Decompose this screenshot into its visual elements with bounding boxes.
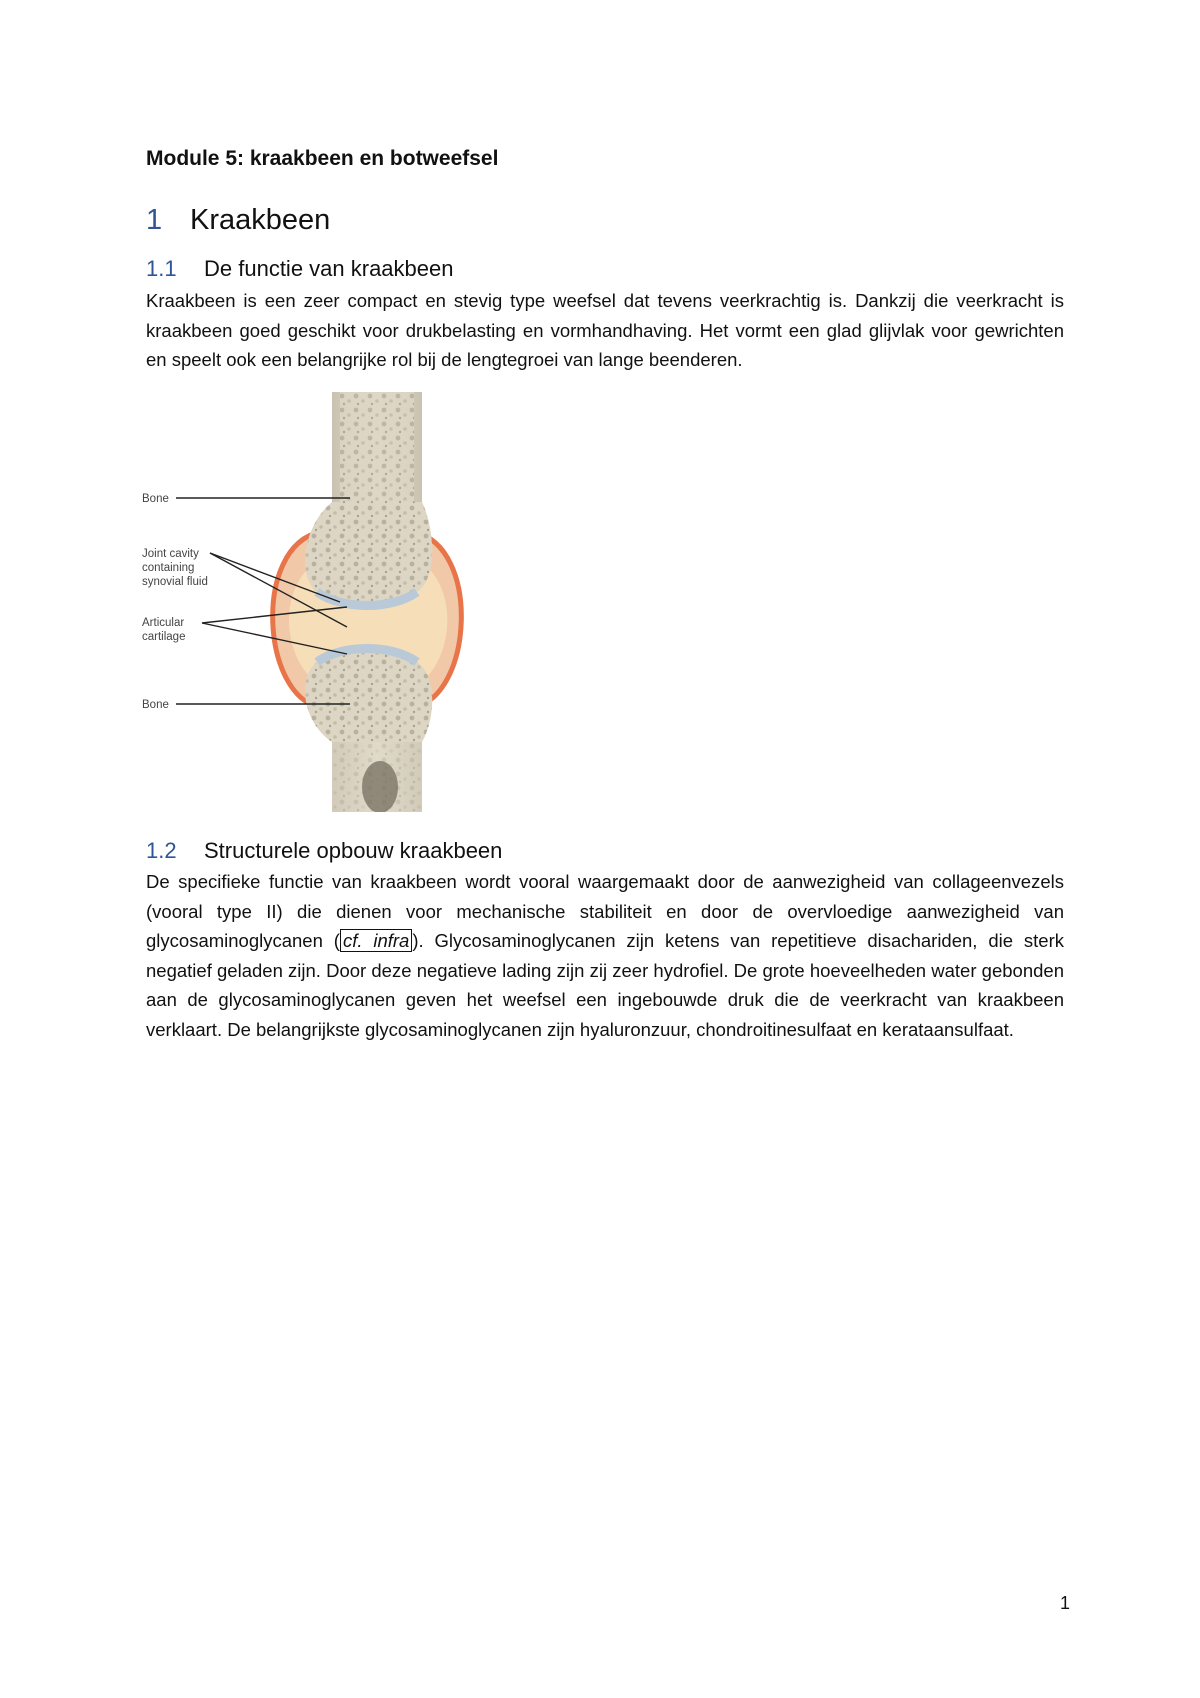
section-1-number: 1 <box>146 204 163 236</box>
page-number: 1 <box>1060 1593 1071 1613</box>
section-1-1-title: De functie van kraakbeen <box>204 256 454 281</box>
label-bone-bottom: Bone <box>142 699 169 711</box>
upper-bone <box>305 392 432 606</box>
section-1-2-text-before: De specifieke functie van kraakbeen wordt vooral waargemaakt door de aanwezigheid van collageenvezels (vooral type II) die dienen voor mechanische stabiliteit en door de overvloedige aanwezigheid van glycosaminoglycanen ( <box>146 871 1064 951</box>
section-1-heading <box>146 204 330 237</box>
section-1-1-heading <box>146 256 454 282</box>
label-joint-cavity-1: Joint cavity <box>142 548 199 560</box>
section-1-1-paragraph: Kraakbeen is een zeer compact en stevig type weefsel dat tevens veerkrachtig is. Dankzij die veerkracht is kraakbeen goed geschikt voor drukbelasting en vormhandhaving. Het vormt een glad glijvlak voor gewrichten en speelt ook een belangrijke rol bij de lengtegroei van lange beenderen. <box>146 290 1064 370</box>
section-1-2-paragraph <box>146 867 1064 1044</box>
section-1-title: Kraakbeen <box>190 204 331 236</box>
cf-infra-reference[interactable]: cf. infra <box>340 929 412 952</box>
section-1-1-number: 1.1 <box>146 256 177 281</box>
module-title: Module 5: kraakbeen en botweefsel <box>146 147 499 170</box>
section-1-2-number: 1.2 <box>146 838 177 863</box>
section-1-2-text-after: ). Glycosaminoglycanen zijn ketens van repetitieve disachariden, die sterk negatief geladen zijn. Door deze negatieve lading zijn zij zeer hydrofiel. De grote hoeveelheden water gebonden aan de glycosaminoglycanen geven het weefsel een ingebouwde druk die de veerkracht van kraakbeen verklaart. De belangrijkste glycosaminoglycanen zijn hyaluronzuur, chondroitinesulfaat en keratаansulfaat. <box>146 930 1064 1040</box>
label-articular-1: Articular <box>142 617 185 629</box>
synovial-joint-figure <box>142 392 522 812</box>
lower-bone <box>305 649 432 813</box>
label-joint-cavity-2: containing <box>142 562 195 574</box>
label-articular-2: cartilage <box>142 631 186 643</box>
section-1-2-title: Structurele opbouw kraakbeen <box>204 838 503 863</box>
label-joint-cavity-3: synovial fluid <box>142 576 208 588</box>
section-1-2-heading <box>146 838 502 864</box>
label-bone-top: Bone <box>142 493 169 505</box>
